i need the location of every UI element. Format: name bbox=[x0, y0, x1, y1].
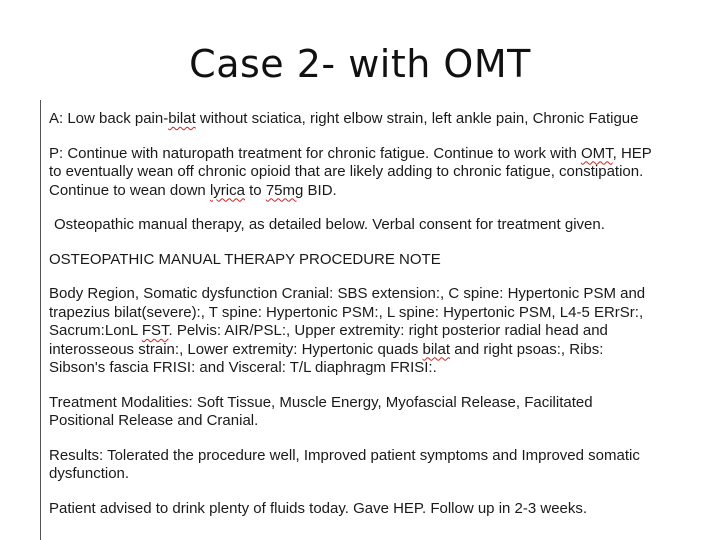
misspelled-word: bilat bbox=[168, 110, 196, 127]
misspelled-word: lyrica bbox=[209, 181, 245, 199]
plan-text: , HEP bbox=[612, 144, 652, 162]
results-line-1: Results: Tolerated the procedure well, Improved patient symptoms and Improved somatic bbox=[49, 446, 640, 464]
procedure-heading-text: OSTEOPATHIC MANUAL THERAPY PROCEDURE NOTE bbox=[49, 250, 441, 268]
body-region-text: and right psoas:, Ribs: bbox=[450, 340, 604, 358]
plan-text: BID. bbox=[303, 181, 337, 199]
misspelled-word: 75mg bbox=[265, 181, 304, 199]
omt-statement bbox=[49, 216, 679, 235]
slide-title: Case 2- with OMT bbox=[189, 42, 531, 86]
plan-line-1 bbox=[49, 145, 679, 164]
body-region-line-1: Body Region, Somatic dysfunction Cranial: SBS extension:, C spine: Hypertonic PSM and bbox=[49, 285, 646, 302]
misspelled-word: bilat bbox=[422, 340, 451, 358]
advice-line: Patient advised to drink plenty of fluids today. Gave HEP. Follow up in 2-3 weeks. bbox=[49, 499, 588, 517]
plan-text: Continue to wean down bbox=[49, 181, 210, 199]
document-excerpt bbox=[40, 100, 681, 540]
advice-paragraph bbox=[49, 500, 679, 519]
assessment-rest: without sciatica, right elbow strain, left ankle pain, Chronic Fatigue bbox=[195, 110, 639, 127]
body-region-text: . Pelvis: AIR/PSL:, Upper extremity: right posterior radial head and bbox=[168, 322, 608, 339]
body-region-paragraph bbox=[49, 285, 679, 378]
clinical-note bbox=[49, 110, 679, 534]
modalities-line-1: Treatment Modalities: Soft Tissue, Muscle Energy, Myofascial Release, Facilitated bbox=[49, 393, 593, 411]
plan-line-3 bbox=[49, 182, 679, 201]
assessment-paragraph bbox=[49, 110, 679, 129]
results-paragraph bbox=[49, 447, 679, 484]
body-region-line-4 bbox=[49, 341, 679, 360]
misspelled-word: FST bbox=[141, 322, 169, 339]
results-line-2: dysfunction. bbox=[49, 465, 130, 482]
body-region-line-2: trapezius bilat(severe):, T spine: Hypertonic PSM:, L spine: Hypertonic PSM, L4-5 ERrSr:, bbox=[49, 303, 644, 321]
modalities-line-2: Positional Release and Cranial. bbox=[49, 412, 259, 429]
procedure-heading bbox=[49, 251, 679, 270]
plan-line-2: to eventually wean off chronic opioid that are likely adding to chronic fatigue, constipation. bbox=[49, 163, 644, 180]
plan-text: P: Continue with naturopath treatment for chronic fatigue. Continue to work with bbox=[49, 144, 581, 162]
body-region-text: Sacrum:LonL bbox=[49, 322, 142, 339]
body-region-line-3 bbox=[49, 322, 679, 341]
omt-statement-text: Osteopathic manual therapy, as detailed below. Verbal consent for treatment given. bbox=[54, 216, 605, 233]
plan-text: to bbox=[244, 181, 266, 199]
body-region-line-5: Sibson's fascia FRISI: and Visceral: T/L diaphragm FRISI:. bbox=[49, 359, 437, 376]
plan-paragraph bbox=[49, 145, 679, 201]
misspelled-word: OMT bbox=[580, 144, 613, 162]
assessment-line bbox=[49, 110, 679, 129]
body-region-text: interosseous strain:, Lower extremity: Hypertonic quads bbox=[49, 340, 423, 358]
assessment-prefix: A: Low back pain- bbox=[49, 110, 169, 127]
modalities-paragraph bbox=[49, 394, 679, 431]
